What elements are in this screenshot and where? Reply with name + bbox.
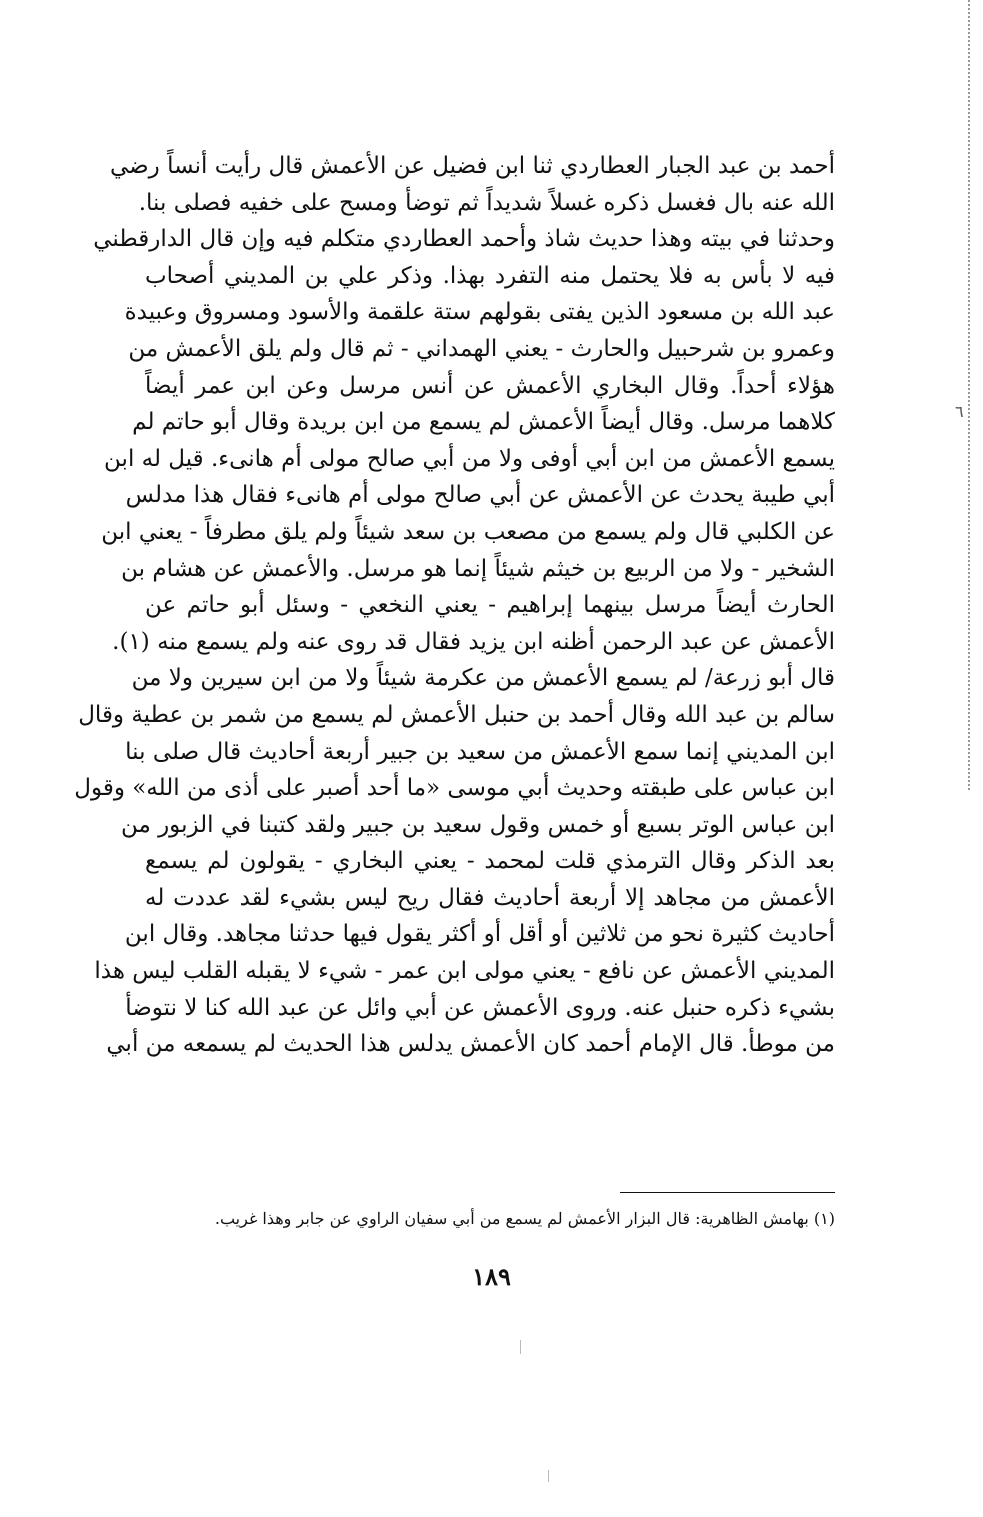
text-line: المديني الأعمش عن نافع - يعني مولى ابن عمر - شيء لا يقبله القلب ليس هذا <box>94 958 835 985</box>
page-number: ١٨٩ <box>472 1262 511 1291</box>
text-line: بشيء ذكره حنبل عنه. وروى الأعمش عن أبي وائل عن عبد الله كنا لا نتوضأ <box>125 994 835 1021</box>
text-line: الحارث أيضاً مرسل بينهما إبراهيم - يعني النخعي - وسئل أبو حاتم عن <box>145 592 835 619</box>
margin-mark: ٦ <box>955 402 964 421</box>
scan-speck <box>548 1470 549 1482</box>
text-line: من موطأ. قال الإمام أحمد كان الأعمش يدلس هذا الحديث لم يسمعه من أبي <box>106 1031 835 1058</box>
text-line: أحمد بن عبد الجبار العطاردي ثنا ابن فضيل عن الأعمش قال رأيت أنساً رضي <box>109 153 835 179</box>
main-text <box>74 148 835 1063</box>
text-line: يسمع الأعمش من ابن أبي أوفى ولا من أبي صالح مولى أم هانىء. قيل له ابن <box>104 445 835 472</box>
text-line: ابن عباس الوتر بسبع أو خمس وقول سعيد بن جبير ولقد كتبنا في الزبور من <box>120 811 835 838</box>
text-line: عبد الله بن مسعود الذين يفتى بقولهم ستة علقمة والأسود ومسروق وعبيدة <box>124 299 835 326</box>
scan-margin-dots <box>968 0 970 790</box>
footnote-divider <box>620 1192 835 1193</box>
text-line: فيه لا بأس به فلا يحتمل منه التفرد بهذا. وذكر علي بن المديني أصحاب <box>145 262 835 289</box>
text-line: أبي طيبة يحدث عن الأعمش عن أبي صالح مولى أم هانىء فقال هذا مدلس <box>125 482 835 509</box>
text-line: سالم بن عبد الله وقال أحمد بن حنبل الأعمش لم يسمع من شمر بن عطية وقال <box>78 701 835 728</box>
text-line: الله عنه بال فغسل ذكره غسلاً شديداً ثم توضأ ومسح على خفيه فصلى بنا. <box>138 189 835 216</box>
text-line: وحدثنا في بيته وهذا حديث شاذ وأحمد العطاردي متكلم فيه وإن قال الدارقطني <box>93 226 835 253</box>
text-line: أحاديث كثيرة نحو من ثلاثين أو أقل أو أكثر يقول فيها حدثنا مجاهد. وقال ابن <box>124 921 835 948</box>
footnote: (١) بهامش الظاهرية: قال البزار الأعمش لم يسمع من أبي سفيان الراوي عن جابر وهذا غريب. <box>214 1209 835 1228</box>
text-line: وعمرو بن شرحبيل والحارث - يعني الهمداني - ثم قال ولم يلق الأعمش من <box>128 335 835 362</box>
scan-speck <box>520 1340 521 1354</box>
text-line: الأعمش من مجاهد إلا أربعة أحاديث فقال ريح ليس بشيء لقد عددت له <box>145 884 835 911</box>
text-line: هؤلاء أحداً. وقال البخاري الأعمش عن أنس مرسل وعن ابن عمر أيضاً <box>145 372 835 399</box>
text-line: ابن المديني إنما سمع الأعمش من سعيد بن جبير أربعة أحاديث قال صلى بنا <box>125 738 835 765</box>
text-line: ابن عباس على طبقته وحديث أبي موسى «ما أحد أصبر على أذى من الله» وقول <box>74 775 835 802</box>
text-line: الأعمش عن عبد الرحمن أظنه ابن يزيد فقال قد روى عنه ولم يسمع منه (١). <box>112 628 835 655</box>
text-line: بعد الذكر وقال الترمذي قلت لمحمد - يعني البخاري - يقولون لم يسمع <box>145 848 835 875</box>
text-line: كلاهما مرسل. وقال أيضاً الأعمش لم يسمع من ابن بريدة وقال أبو حاتم لم <box>132 409 835 436</box>
text-line: قال أبو زرعة/ لم يسمع الأعمش من عكرمة شيئاً ولا من ابن سيرين ولا من <box>131 665 835 692</box>
text-line: عن الكلبي قال ولم يسمع من مصعب بن سعد شيئاً ولم يلق مطرفاً - يعني ابن <box>101 518 835 545</box>
text-line: الشخير - ولا من الربيع بن خيثم شيئاً إنما هو مرسل. والأعمش عن هشام بن <box>121 555 835 582</box>
